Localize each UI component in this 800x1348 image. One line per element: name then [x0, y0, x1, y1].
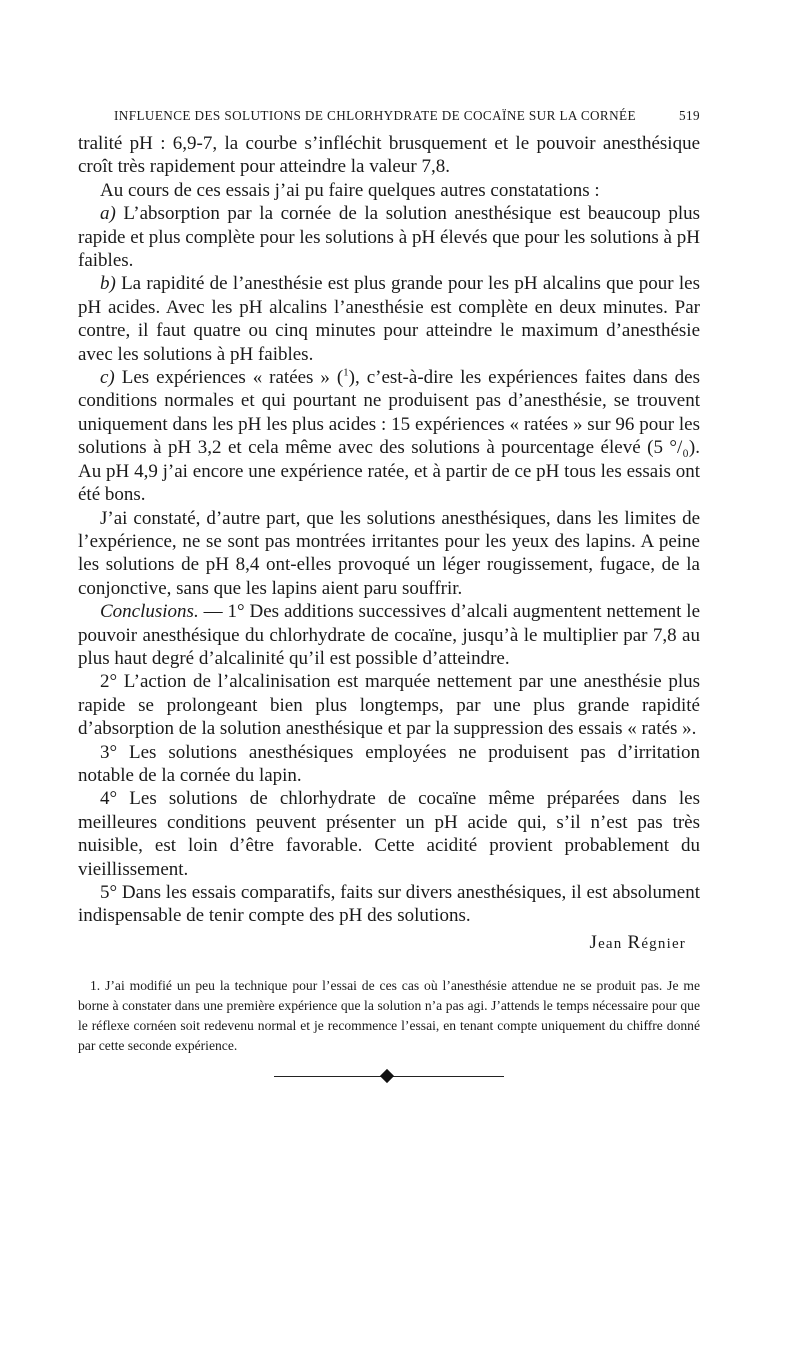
footnotes	[78, 976, 700, 1056]
paragraph-text: ), c’est-à-dire les expériences faites dans des conditions normales et qui pourtant ne produisent pas d’anesthésie, se trouvent uniquement dans les pH les plus acides : 15 expériences « ratées » sur 96 pour les solutions à pH 3,2 et cela même avec des solutions à pourcentage élevé (5 °/₀). Au pH 4,9 j’ai encore une expérience ratée, et à partir de ce pH tous les essais ont été bons.	[78, 367, 700, 506]
paragraph: 2° L’action de l’alcalinisation est marquée nettement par une anesthésie plus rapide se prolongeant bien plus longtemps, par une plus grande rapidité d’absorption de la solution anesthésique et par la suppression des essais « ratés ».	[78, 671, 700, 740]
author-signature: Jean Régnier	[589, 931, 686, 953]
page-number: 519	[679, 108, 700, 123]
end-ornament	[274, 1068, 504, 1086]
paragraph: 3° Les solutions anesthésiques employées ne produisent pas d’irritation notable de la cornée du lapin.	[78, 741, 700, 786]
paragraph: Au cours de ces essais j’ai pu faire quelques autres constatations :	[100, 179, 600, 201]
running-head	[78, 108, 700, 132]
paragraph: tralité pH : 6,9-7, la courbe s’infléchit brusquement et le pouvoir anesthésique croît très rapidement pour atteindre la valeur 7,8.	[78, 133, 700, 178]
running-title: INFLUENCE DES SOLUTIONS DE CHLORHYDRATE DE COCAÏNE SUR LA CORNÉE	[114, 108, 636, 123]
footnote-marker: 1	[343, 366, 349, 379]
item-label: b)	[100, 273, 116, 295]
section-label: Conclusions.	[100, 601, 199, 623]
paragraph	[78, 272, 700, 366]
paragraph: 4° Les solutions de chlorhydrate de cocaïne même préparées dans les meilleures conditions peuvent présenter un pH acide qui, s’il n’est pas très nuisible, est loin d’être favorable. Cette acidité provient probablement du vieillissement.	[78, 788, 700, 880]
item-label: a)	[100, 203, 116, 225]
body-text	[78, 132, 700, 928]
paragraph: J’ai constaté, d’autre part, que les solutions anesthésiques, dans les limites de l’expérience, ne se sont pas montrées irritantes pour les yeux des lapins. A peine les solutions de pH 8,4 ont-elles provoqué un léger rougissement, fugace, de la conjonctive, sans que les lapins aient paru souffrir.	[78, 507, 700, 599]
paragraph-text: La rapidité de l’anesthésie est plus grande pour les pH alcalins que pour les pH acides. Avec les pH alcalins l’anesthésie est complète en deux minutes. Par contre, il faut quatre ou cinq minutes pour atteindre le maximum d’anesthésie avec les solutions à pH faibles.	[78, 273, 700, 365]
footnote: 1. J’ai modifié un peu la technique pour l’essai de ces cas où l’anesthésie attendue ne se produit pas. Je me borne à constater dans une première expérience que la solution n’a pas agi. J’attends le temps nécessaire pour que le réflexe cornéen soit redevenu normal et je recommence l’essai, en tenant compte uniquement du chiffre donné par cette seconde expérience.	[78, 977, 700, 1053]
document-page	[78, 108, 700, 1086]
paragraph-text: — 1° Des additions successives d’alcali augmentent nettement le pouvoir anesthésique du chlorhydrate de cocaïne, jusqu’à le multiplier par 7,8 au plus haut degré d’alcalinité qu’il est possible d’atteindre.	[78, 601, 700, 669]
item-label: c)	[100, 367, 115, 389]
paragraph-text: Les expériences « ratées » (	[114, 367, 344, 389]
paragraph: 5° Dans les essais comparatifs, faits sur divers anesthésiques, il est absolument indispensable de tenir compte des pH des solutions.	[78, 882, 700, 927]
diamond-icon	[380, 1069, 394, 1083]
paragraph-text: L’absorption par la cornée de la solution anesthésique est beaucoup plus rapide et plus complète pour les solutions à pH élevés que pour les solutions à pH faibles.	[78, 203, 700, 272]
paragraph	[78, 202, 700, 272]
paragraph	[78, 600, 700, 670]
paragraph	[78, 366, 700, 506]
